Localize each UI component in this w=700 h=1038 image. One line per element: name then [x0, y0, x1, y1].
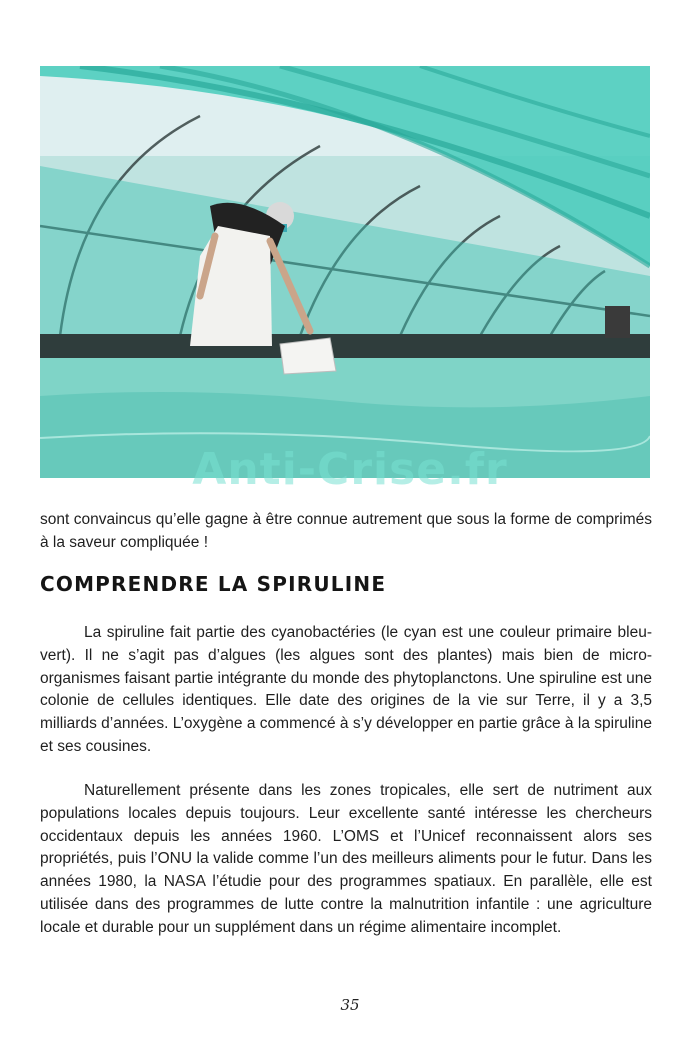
body-paragraph: Naturellement présente dans les zones tropicales, elle sert de nutriment aux populations locales depuis toujours. Leur excellente santé intéresse les chercheurs occidentaux depuis les années 1960. L’OMS et l’Unicef reconnaissent alors ses propriétés, puis l’ONU la valide comme l’un des meilleurs aliments pour le futur. Dans les années 1980, la NASA l’étudie pour des programmes spatiaux. En parallèle, elle est utilisée dans des programmes de lutte contre la malnutrition infantile : une agriculture locale et durable pour un supplément dans un régime alimentaire incomplet. — [40, 782, 652, 936]
greenhouse-illustration — [40, 66, 650, 478]
lead-paragraph: sont convaincus qu’elle gagne à être connue autrement que sous la forme de comprimés à la saveur compliquée ! — [40, 511, 652, 551]
section-title: COMPRENDRE LA SPIRULINE — [40, 572, 387, 596]
page-number: 35 — [340, 996, 360, 1014]
greenhouse-photo — [40, 66, 650, 478]
body-paragraph: La spiruline fait partie des cyanobactéries (le cyan est une couleur primaire bleu-vert). Il ne s’agit pas d’algues (les algues sont des plantes) mais bien de micro-organismes faisant partie intégrante du monde des phytoplanctons. Une spiruline est une colonie de cellules identiques. Elle date des origines de la vie sur Terre, il y a 3,5 milliards d’années. L’oxygène a commencé à s’y développer en partie grâce à la spiruline et ses cousines. — [40, 624, 652, 755]
watermark: Anti-Crise.fr — [192, 444, 508, 495]
